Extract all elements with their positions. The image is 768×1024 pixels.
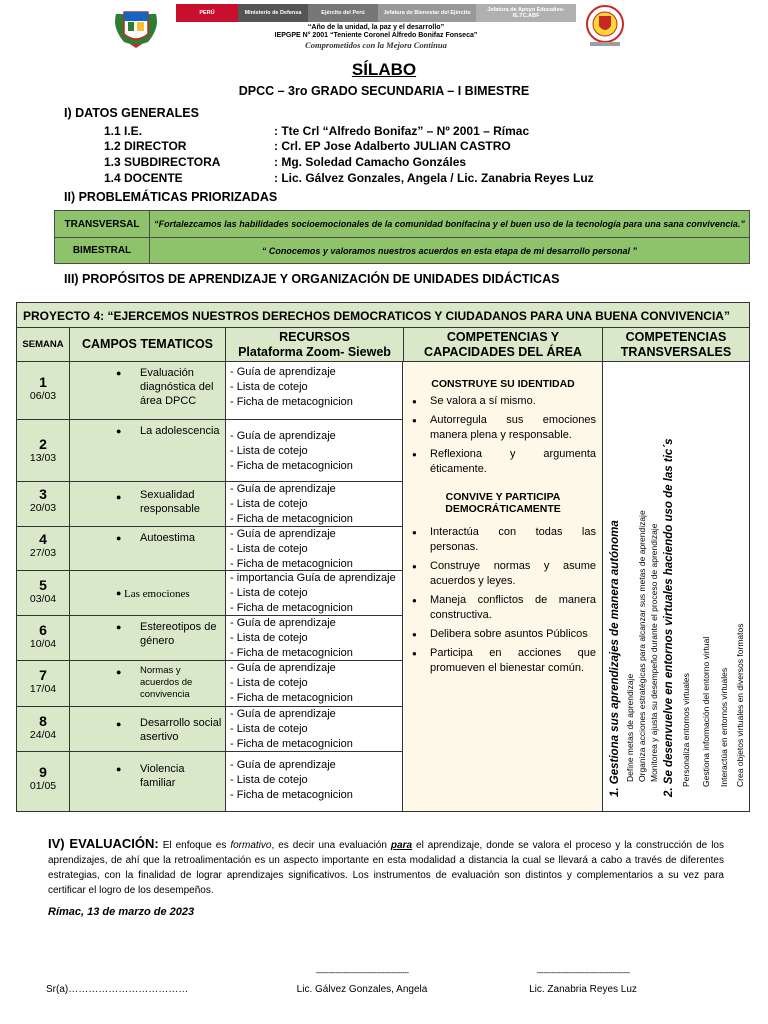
resource-item: - Lista de cotejo <box>230 543 308 555</box>
capacity-item: ● Interactúa con todas las personas. <box>404 525 602 555</box>
section-purposes-heading: III) PROPÓSITOS DE APRENDIZAJE Y ORGANIZACIÓN DE UNIDADES DIDÁCTICAS <box>64 272 560 286</box>
resource-item: - Lista de cotejo <box>230 723 308 735</box>
resource-item: - Lista de cotejo <box>230 774 308 786</box>
transversal-text: “Fortalezcamos las habilidades socioemocionales de la comunidad bonifacina y el buen uso de la tecnología para una sana convivencia.” <box>150 211 750 238</box>
resource-item: - Guía de aprendizaje <box>230 617 336 629</box>
signature-name-1: Lic. Gálvez Gonzales, Angela <box>296 984 428 995</box>
bullet-icon: ● <box>116 492 122 502</box>
bullet-icon: ● <box>116 368 122 378</box>
topic-cell <box>70 571 226 616</box>
capacity-item: ● Maneja conflictos de manera constructiva. <box>404 593 602 623</box>
bullet-icon: ● <box>116 764 122 774</box>
topic-cell <box>70 482 226 527</box>
resource-item: - Ficha de metacognicion <box>230 558 353 570</box>
topic-cell <box>70 362 226 420</box>
header-competencies <box>404 328 603 362</box>
evaluation-text-3: el aprendizaje, donde se valora el proceso y la construcción de los aprendizajes, de ahí que la retroalimentación es un aspecto importante en esta modalidad a distancia la cual se llevará a cabo a través de diferentes estrategias, con la finalidad de lograr aprendizajes significativos. Los instrumentos de evaluación son distintos y complementarios a su vez para certificar el logro de los desempeños. <box>48 840 724 896</box>
resource-item: - Guía de aprendizaje <box>230 708 336 720</box>
capacity-item: ● Construye normas y asume acuerdos y leyes. <box>404 559 602 589</box>
transversal-1-title: 1. Gestiona sus aprendizajes de manera autónoma <box>609 520 621 797</box>
week-date: 01/05 <box>29 780 57 792</box>
topic-cell <box>70 707 226 752</box>
resource-item: - importancia Guía de aprendizaje <box>230 572 396 584</box>
topic-text: Evaluación diagnóstica del área DPCC <box>140 367 214 407</box>
signature-rule-2: ------------------------------------------- <box>536 968 630 977</box>
resources-cell <box>226 420 403 482</box>
topic-cell <box>70 752 226 811</box>
institution-band <box>176 4 576 22</box>
resource-item: - Lista de cotejo <box>230 632 308 644</box>
capacity-item: ● Reflexiona y argumenta éticamente. <box>404 447 602 477</box>
resource-item: - Guía de aprendizaje <box>230 366 336 378</box>
transversal-1-item: Organiza acciones estratégicas para alcanzar sus metas de aprendizaje <box>637 510 647 782</box>
resource-item: - Ficha de metacognicion <box>230 647 353 659</box>
band-cell-bienestar: Jefatura de Bienestar del Ejército <box>378 4 476 22</box>
evaluation-heading: IV) EVALUACIÓN: <box>48 836 159 851</box>
director-signature-line: Sr(a)……………………………… <box>46 984 189 995</box>
resource-item: - Lista de cotejo <box>230 381 308 393</box>
header-transversal-line1: COMPETENCIAS <box>625 329 727 344</box>
section-general-heading: I) DATOS GENERALES <box>64 106 199 120</box>
topic-text: Violencia familiar <box>140 763 185 789</box>
transversal-2-item: Interactúa en entornos virtuales <box>719 667 729 787</box>
resources-cell <box>226 661 403 707</box>
document-title: SÍLABO <box>351 60 417 79</box>
week-cell <box>17 482 70 527</box>
week-date: 10/04 <box>29 638 57 650</box>
band-cell-peru: PERÚ <box>176 4 238 22</box>
resource-item: - Guía de aprendizaje <box>230 662 336 674</box>
signature-name-2: Lic. Zanabria Reyes Luz <box>529 984 637 995</box>
general-value-director: : Crl. EP Jose Adalberto JULIAN CASTRO <box>274 139 511 153</box>
section-problems-heading: II) PROBLEMÁTICAS PRIORIZADAS <box>64 190 278 204</box>
week-cell <box>17 527 70 571</box>
general-value-subdirectora: : Mg. Soledad Camacho Gonzáles <box>274 155 467 169</box>
signature-rule-1: ------------------------------------------- <box>315 968 409 977</box>
general-value-ie: : Tte Crl “Alfredo Bonifaz” – Nº 2001 – Rímac <box>274 124 530 138</box>
general-value-docente: : Lic. Gálvez Gonzales, Angela / Lic. Zanabria Reyes Luz <box>274 171 594 185</box>
evaluation-paragraph <box>48 836 724 898</box>
resources-cell <box>226 362 403 420</box>
resources-cell <box>226 571 403 616</box>
topic-cell <box>70 420 226 482</box>
transversal-2-item: Personaliza entornos virtuales <box>681 673 691 787</box>
place-date: Rímac, 13 de marzo de 2023 <box>48 906 195 918</box>
week-cell <box>17 420 70 482</box>
band-cell-defensa: Ministerio de Defensa <box>238 4 308 22</box>
week-cell <box>17 362 70 420</box>
resource-item: - Ficha de metacognicion <box>230 789 353 801</box>
header-transversal-line2: TRANSVERSALES <box>620 344 732 359</box>
bullet-icon: ● <box>116 588 122 598</box>
header-competencies-line1: COMPETENCIAS Y <box>446 329 560 344</box>
week-number: 3 <box>39 486 47 502</box>
evaluation-emphasis-formativo: formativo <box>230 840 272 851</box>
document-subtitle: DPCC – 3ro GRADO SECUNDARIA – I BIMESTRE <box>238 84 530 98</box>
resource-item: - Lista de cotejo <box>230 677 308 689</box>
topic-text: Estereotipos de género <box>140 621 217 647</box>
week-date: 06/03 <box>29 390 57 402</box>
resources-cell <box>226 482 403 527</box>
bullet-icon: ● <box>116 667 122 677</box>
week-cell <box>17 752 70 811</box>
competency-1-title: CONSTRUYE SU IDENTIDAD <box>431 378 575 390</box>
resource-item: - Ficha de metacognicion <box>230 460 353 472</box>
capacity-item: ● Delibera sobre asuntos Públicos <box>404 627 602 642</box>
header-resources-line1: RECURSOS <box>279 329 350 344</box>
competency-2-title-line1: CONVIVE Y PARTICIPA <box>445 491 561 503</box>
week-number: 2 <box>39 436 47 452</box>
project-title: PROYECTO 4: “EJERCEMOS NUESTROS DERECHOS DEMOCRATICOS Y CIUDADANOS PARA UNA BUENA CONVIVENCIA” <box>17 303 749 328</box>
topic-text: Desarrollo social asertivo <box>140 717 222 743</box>
topic-cell <box>70 616 226 661</box>
resource-item: - Lista de cotejo <box>230 445 308 457</box>
resource-item: - Guía de aprendizaje <box>230 430 336 442</box>
resource-item: - Guía de aprendizaje <box>230 759 336 771</box>
week-number: 5 <box>39 577 47 593</box>
week-date: 20/03 <box>29 502 57 514</box>
evaluation-text-1: El enfoque es <box>158 840 231 851</box>
transversal-1-item: Define metas de aprendizaje <box>625 673 635 782</box>
school-emblem-logo <box>580 4 630 48</box>
week-date: 03/04 <box>29 593 57 605</box>
transversal-competencies-cell <box>603 362 749 811</box>
peru-coat-of-arms-logo <box>110 4 162 48</box>
transversal-label: TRANSVERSAL <box>55 211 150 238</box>
bullet-icon: ● <box>116 533 122 543</box>
topic-text: Normas y acuerdos de convivencia <box>140 665 193 700</box>
header-topics: CAMPOS TEMATICOS <box>70 328 226 362</box>
capacity-item: ● Se valora a sí mismo. <box>404 394 602 409</box>
resource-item: - Ficha de metacognicion <box>230 738 353 750</box>
transversal-1-item: Monitorea y ajusta su desempeño durante el proceso de aprendizaje <box>649 523 659 782</box>
header-resources-line2: Plataforma Zoom- Sieweb <box>238 344 391 359</box>
resources-cell <box>226 616 403 661</box>
week-cell <box>17 616 70 661</box>
resource-item: - Lista de cotejo <box>230 498 308 510</box>
capacity-item: ● Autorregula sus emociones manera plena y responsable. <box>404 413 602 443</box>
transversal-2-title: 2. Se desenvuelve en entornos virtuales haciendo uso de las tic´s <box>663 438 675 797</box>
topic-cell <box>70 527 226 571</box>
week-date: 24/04 <box>29 729 57 741</box>
header-week: SEMANA <box>17 328 70 362</box>
topic-text: Las emociones <box>124 588 190 600</box>
resource-item: - Guía de aprendizaje <box>230 483 336 495</box>
topic-text: Autoestima <box>140 532 196 544</box>
band-cell-apoyo: Jefatura de Apoyo Educativo-IE.TC.ABF <box>476 4 576 22</box>
evaluation-emphasis-para: para <box>390 840 413 851</box>
bimestral-label: BIMESTRAL <box>55 238 150 264</box>
week-cell <box>17 571 70 616</box>
week-number: 4 <box>39 531 47 547</box>
evaluation-text-2: , es decir una evaluación <box>271 840 391 851</box>
bullet-icon: ● <box>116 719 122 729</box>
topic-text: La adolescencia <box>140 425 220 437</box>
competency-2-title-line2: DEMOCRÁTICAMENTE <box>445 503 561 515</box>
header-transversal <box>603 328 749 362</box>
general-label-subdirectora: 1.3 SUBDIRECTORA <box>104 155 221 169</box>
week-cell <box>17 661 70 707</box>
general-label-ie: 1.1 I.E. <box>104 124 143 138</box>
week-number: 7 <box>39 667 47 683</box>
week-number: 1 <box>39 374 47 390</box>
transversal-2-item: Gestiona información del entorno virtual <box>701 636 711 787</box>
topic-cell <box>70 661 226 707</box>
week-date: 13/03 <box>29 452 57 464</box>
general-label-docente: 1.4 DOCENTE <box>104 171 183 185</box>
week-date: 27/03 <box>29 547 57 559</box>
week-number: 6 <box>39 622 47 638</box>
general-label-director: 1.2 DIRECTOR <box>104 139 187 153</box>
resource-item: - Lista de cotejo <box>230 587 308 599</box>
bullet-icon: ● <box>116 622 122 632</box>
topic-text: Sexualidad responsable <box>140 489 200 515</box>
resources-cell <box>226 752 403 811</box>
resources-cell <box>226 707 403 752</box>
year-motto: “Año de la unidad, la paz y el desarrollo” <box>307 24 445 31</box>
capacity-item: ● Participa en acciones que promueven el bienestar común. <box>404 646 602 676</box>
resource-item: - Ficha de metacognicion <box>230 513 353 525</box>
school-slogan: Comprometidos con la Mejora Continua <box>305 40 447 50</box>
resource-item: - Ficha de metacognicion <box>230 396 353 408</box>
band-cell-ejercito: Ejército del Perú <box>308 4 378 22</box>
school-line: IEPGPE N° 2001 “Teniente Coronel Alfredo Bonifaz Fonseca” <box>274 32 478 39</box>
bimestral-text: “ Conocemos y valoramos nuestros acuerdos en esta etapa de mi desarrollo personal ” <box>150 238 750 264</box>
header-competencies-line2: CAPACIDADES DEL ÁREA <box>424 344 582 359</box>
didactic-units-table <box>16 302 750 812</box>
week-cell <box>17 707 70 752</box>
competencies-cell <box>404 362 603 811</box>
resource-item: - Ficha de metacognicion <box>230 602 353 614</box>
header-resources <box>226 328 404 362</box>
competency-2-list <box>404 525 602 676</box>
problems-table <box>54 210 750 264</box>
week-date: 17/04 <box>29 683 57 695</box>
week-number: 9 <box>39 764 47 780</box>
bullet-icon: ● <box>116 426 122 436</box>
transversal-2-item: Crea objetos virtuales en diversos formatos <box>735 623 745 787</box>
competency-1-list <box>404 394 602 477</box>
resource-item: - Guía de aprendizaje <box>230 528 336 540</box>
resource-item: - Ficha de metacognicion <box>230 692 353 704</box>
week-number: 8 <box>39 713 47 729</box>
resources-cell <box>226 527 403 571</box>
